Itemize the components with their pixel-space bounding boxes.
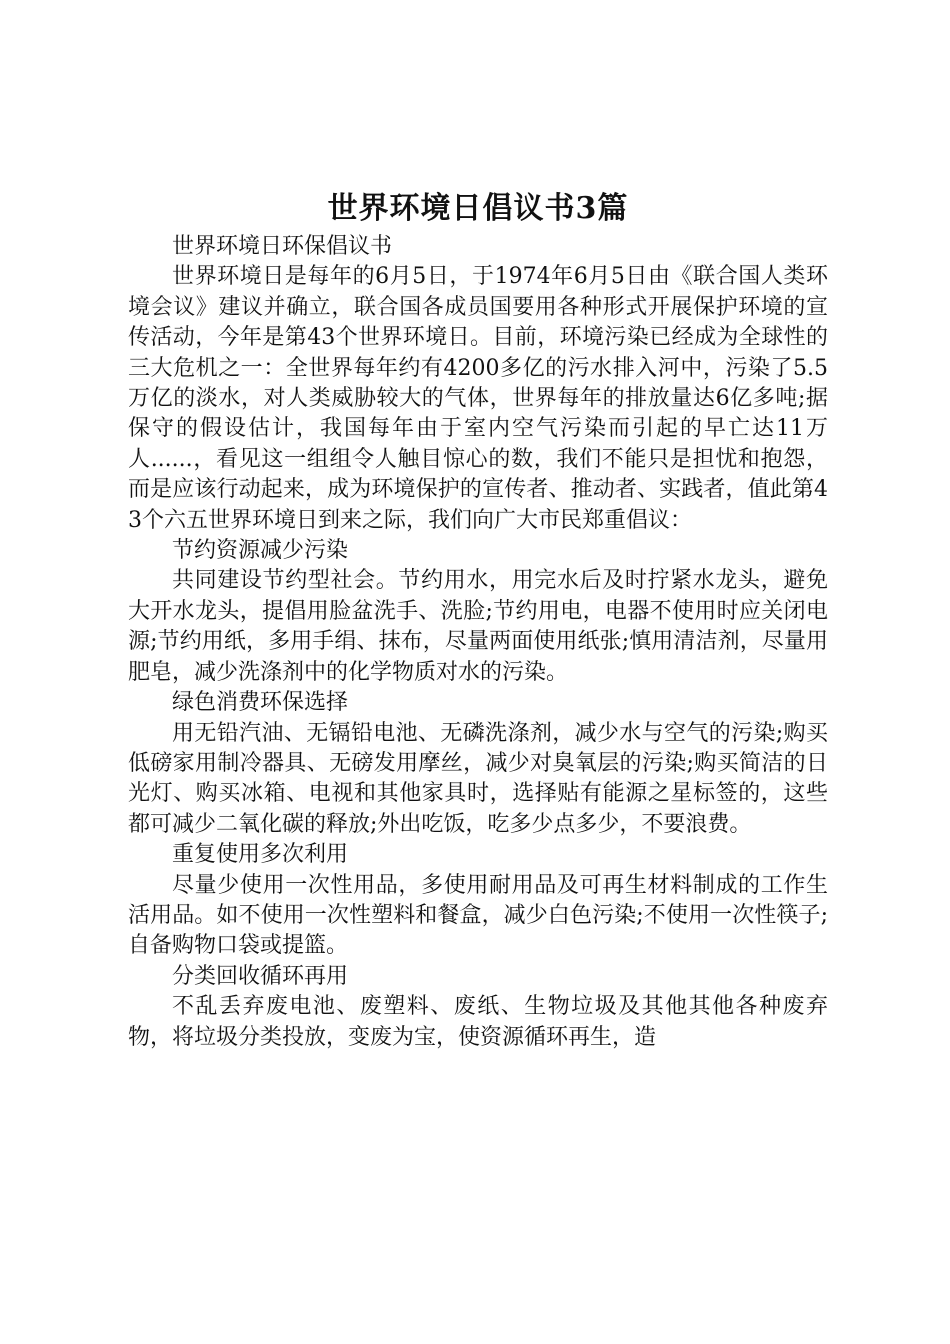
section-heading-save-resources: 节约资源减少污染 bbox=[172, 538, 349, 564]
section-body-save-resources: 共同建设节约型社会。节约用水，用完水后及时拧紧水龙头，避免大开水龙头，提倡用脸盆洗手、洗脸;节约用电，电器不使用时应关闭电源;节约用纸，多用手绢、抹布，尽量两面使用纸张;慎用清洁剂，尽量用肥皂，减少洗涤剂中的化学物质对水的污染。 bbox=[128, 568, 828, 685]
section-heading-recycle: 分类回收循环再用 bbox=[172, 963, 349, 989]
section-heading-green-consumption: 绿色消费环保选择 bbox=[172, 690, 349, 716]
document-title: 世界环境日倡议书3篇 bbox=[327, 191, 629, 226]
document-subtitle: 世界环境日环保倡议书 bbox=[172, 234, 393, 259]
intro-paragraph: 世界环境日是每年的6月5日，于1974年6月5日由《联合国人类环境会议》建议并确立，联合国各成员国要用各种形式开展保护环境的宣传活动，今年是第43个世界环境日。目前，环境污染已经成为全球性的三大危机之一：全世界每年约有4200多亿的污水排入河中，污染了5.5万亿的淡水，对人类威胁较大的气体，世界每年的排放量达6亿多吨;据保守的假设估计，我国每年由于室内空气污染而引起的早亡达11万人......，看见这一组组令人触目惊心的数，我们不能只是担忧和抱怨，而是应该行动起来，成为环境保护的宣传者、推动者、实践者，值此第43个六五世界环境日到来之际，我们向广大市民郑重倡议： bbox=[128, 264, 828, 533]
section-body-green-consumption: 用无铅汽油、无镉铅电池、无磷洗涤剂，减少水与空气的污染;购买低磅家用制冷器具、无磅发用摩丝，减少对臭氧层的污染;购买简洁的日光灯、购买冰箱、电视和其他家具时，选择贴有能源之星标签的，这些都可减少二氧化碳的释放;外出吃饭，吃多少点多少，不要浪费。 bbox=[128, 720, 828, 837]
section-body-recycle: 不乱丢弃废电池、废塑料、废纸、生物垃圾及其他其他各种废弃物，将垃圾分类投放，变废为宝，使资源循环再生，造 bbox=[128, 994, 828, 1050]
document-body bbox=[128, 190, 828, 1053]
section-body-reuse: 尽量少使用一次性用品，多使用耐用品及可再生材料制成的工作生活用品。如不使用一次性塑料和餐盒，减少白色污染;不使用一次性筷子;自备购物口袋或提篮。 bbox=[128, 872, 828, 959]
section-heading-reuse: 重复使用多次利用 bbox=[172, 842, 349, 868]
